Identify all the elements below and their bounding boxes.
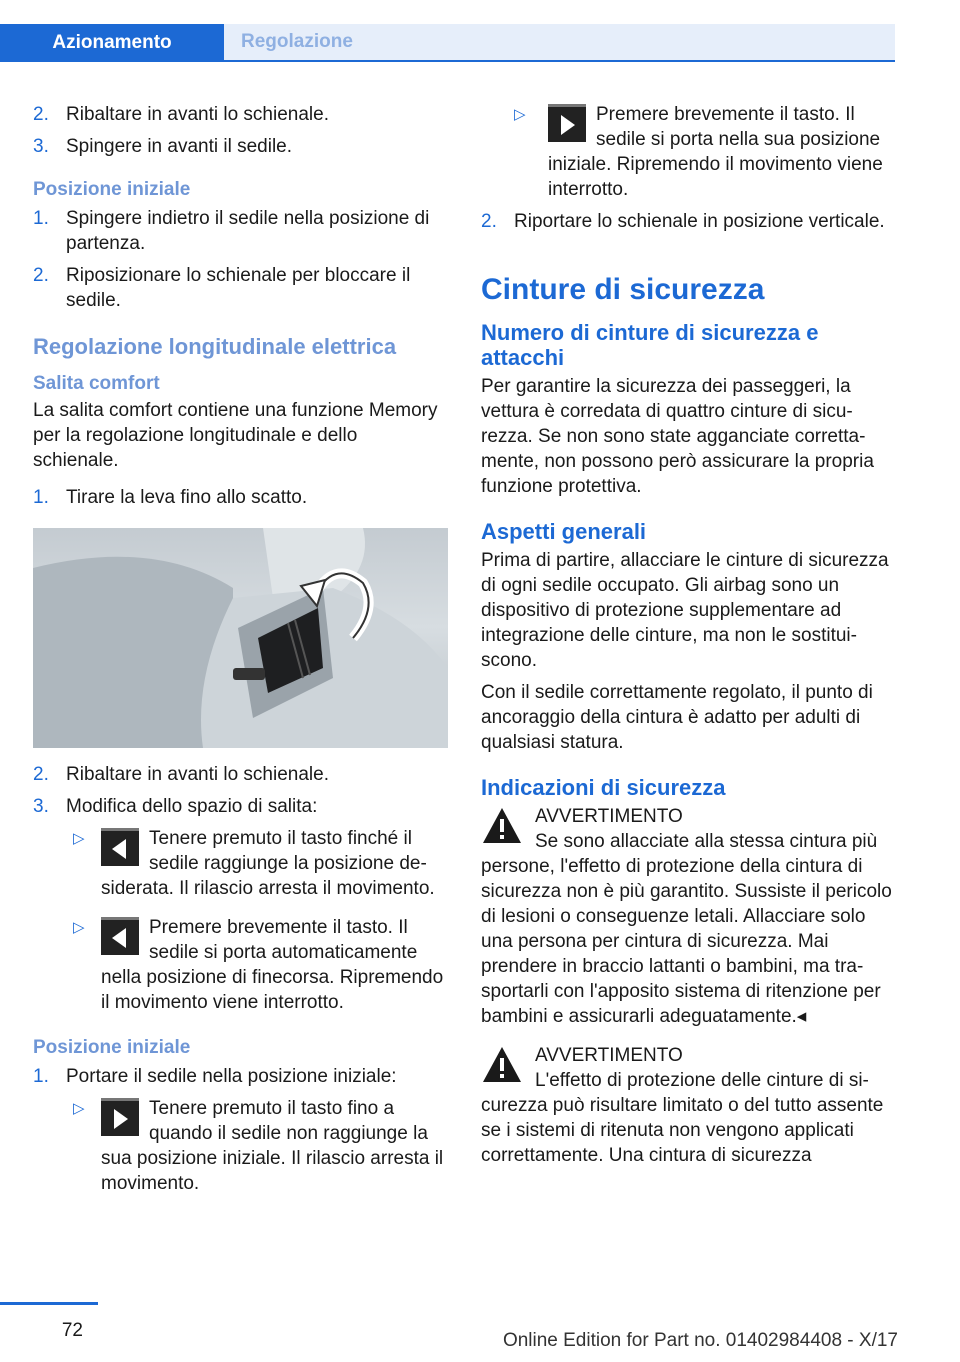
seat-lever-photo (33, 528, 448, 748)
seat-lever-illustration (33, 528, 448, 748)
list-item (33, 1064, 448, 1089)
item-text: Spingere indietro il sedile nella posizione di partenza. (66, 208, 430, 254)
item-text: Modifica dello spazio di salita: (66, 796, 318, 817)
page-number: 72 (61, 1320, 83, 1341)
item-number: 1. (33, 208, 49, 229)
heading-numero-cinture: Numero di cinture di sicurezza e attacchi (481, 320, 819, 370)
header-tabs (0, 24, 895, 62)
heading-aspetti-generali: Aspetti generali (481, 519, 647, 544)
bullet-item (33, 826, 448, 901)
item-text: Riposizionare lo schienale per bloccare il sedile. (66, 265, 411, 311)
bullet-text: Tenere premuto il tasto finché il sedile raggiunge la posizione desiderata. Il rilascio arresta il movimento. (101, 828, 435, 899)
triangle-bullet-icon: ▷ (73, 830, 85, 847)
right-column (481, 102, 895, 1168)
warning-text: L'effetto di protezione delle cinture di sicurezza può risultare limitato o del tutto assente se i sistemi di ritenuta non vengono applicati correttamente. Una cintura di sicurezza (481, 1070, 884, 1166)
warning-title: AVVERTIMENTO (535, 1045, 683, 1066)
back-arrow-icon (101, 917, 139, 955)
tab-azionamento[interactable]: Azionamento (0, 24, 224, 62)
heading-posizione-iniziale: Posizione iniziale (33, 179, 191, 200)
bullet-text: Tenere premuto il tasto fino a quando il sedile non raggiunge la sua posizione iniziale. Il rilascio arresta il movimento. (101, 1098, 444, 1194)
list-item (33, 794, 448, 819)
item-number: 2. (33, 104, 49, 125)
warning-triangle-icon (481, 1045, 523, 1085)
warning-block (481, 804, 895, 1029)
item-number: 2. (33, 764, 49, 785)
item-number: 3. (33, 136, 49, 157)
list-item (33, 102, 448, 127)
warning-block (481, 1043, 895, 1168)
heading-salita-comfort: Salita comfort (33, 373, 160, 394)
triangle-bullet-icon: ▷ (73, 1100, 85, 1117)
warning-triangle-icon (481, 806, 523, 846)
left-column (33, 102, 448, 1203)
item-text: Ribaltare in avanti lo schienale. (66, 764, 329, 785)
triangle-bullet-icon: ▷ (514, 106, 526, 123)
heading-posizione-iniziale-2: Posizione iniziale (33, 1037, 191, 1058)
numero-paragraph: Per garantire la sicurezza dei passeggeri, la vettura è corredata di quattro cinture di sicurezza. Se non sono state agganciate correttamente, non possono però assicurare la propria funzione protettiva. (481, 376, 874, 497)
item-number: 2. (33, 265, 49, 286)
item-text: Ribaltare in avanti lo schienale. (66, 104, 329, 125)
forward-arrow-icon (101, 1098, 139, 1136)
forward-arrow-icon (548, 104, 586, 142)
item-text: Tirare la leva fino allo scatto. (66, 487, 308, 508)
item-text: Spingere in avanti il sedile. (66, 136, 293, 157)
bullet-text: Premere brevemente il tasto. Il sedile si porta automaticamente nella posizione di finecorsa. Ripremendo il movimento viene interrotto. (101, 917, 444, 1013)
list-item (33, 762, 448, 787)
generali-paragraph-1: Prima di partire, allacciare le cinture di sicurezza di ogni sedile occupato. Gli airbag sono un dispositivo di protezione supplementare ad integrazione delle cinture, ma non le sostituiscono. (481, 550, 889, 671)
item-number: 3. (33, 796, 49, 817)
list-item (33, 485, 448, 510)
list-item (33, 206, 448, 256)
list-item (33, 134, 448, 159)
bullet-item (481, 102, 895, 202)
comfort-paragraph: La salita comfort contiene una funzione Memory per la regolazione longitudinale e dello schienale. (33, 400, 438, 471)
bullet-item (33, 915, 448, 1015)
back-arrow-icon (101, 828, 139, 866)
item-number: 2. (481, 211, 497, 232)
bullet-text: Premere brevemente il tasto. Il sedile si porta nella sua posizione iniziale. Ripremendo il movimento viene interrotto. (548, 104, 883, 200)
footer-accent-line (0, 1302, 98, 1305)
tab-regolazione[interactable]: Regolazione (241, 31, 353, 52)
warning-title: AVVERTIMENTO (535, 806, 683, 827)
item-number: 1. (33, 1066, 49, 1087)
heading-indicazioni-sicurezza: Indicazioni di sicurezza (481, 775, 726, 800)
item-text: Portare il sedile nella posizione iniziale: (66, 1066, 397, 1087)
generali-paragraph-2: Con il sedile correttamente regolato, il punto di ancoraggio della cintura è adatto per adulti di qualsiasi statura. (481, 682, 873, 753)
bullet-item (33, 1096, 448, 1196)
triangle-bullet-icon: ▷ (73, 919, 85, 936)
edition-text: Online Edition for Part no. 01402984408 - X/17 (502, 1330, 898, 1351)
list-item (33, 263, 448, 313)
item-text: Riportare lo schienale in posizione verticale. (514, 211, 885, 232)
tab-regolazione-wrap (224, 24, 895, 62)
warning-text: Se sono allacciate alla stessa cintura più persone, l'effetto di protezione della cintura di sicurezza non è più garantito. Sussiste il pericolo di lesioni o conseguenze letali. Allacciare solo una persona per cintura di sicurezza. Mai prendere in braccio lattanti o bambini, ma trasportarli con l'apposito sistema di ritenzione per bambini e assicurarli adeguatamente.◂ (481, 831, 892, 1027)
section-title: Cinture di sicurezza (481, 273, 765, 306)
item-number: 1. (33, 487, 49, 508)
heading-regolazione-elettrica: Regolazione longitudinale elettrica (33, 334, 397, 359)
list-item (481, 209, 895, 234)
